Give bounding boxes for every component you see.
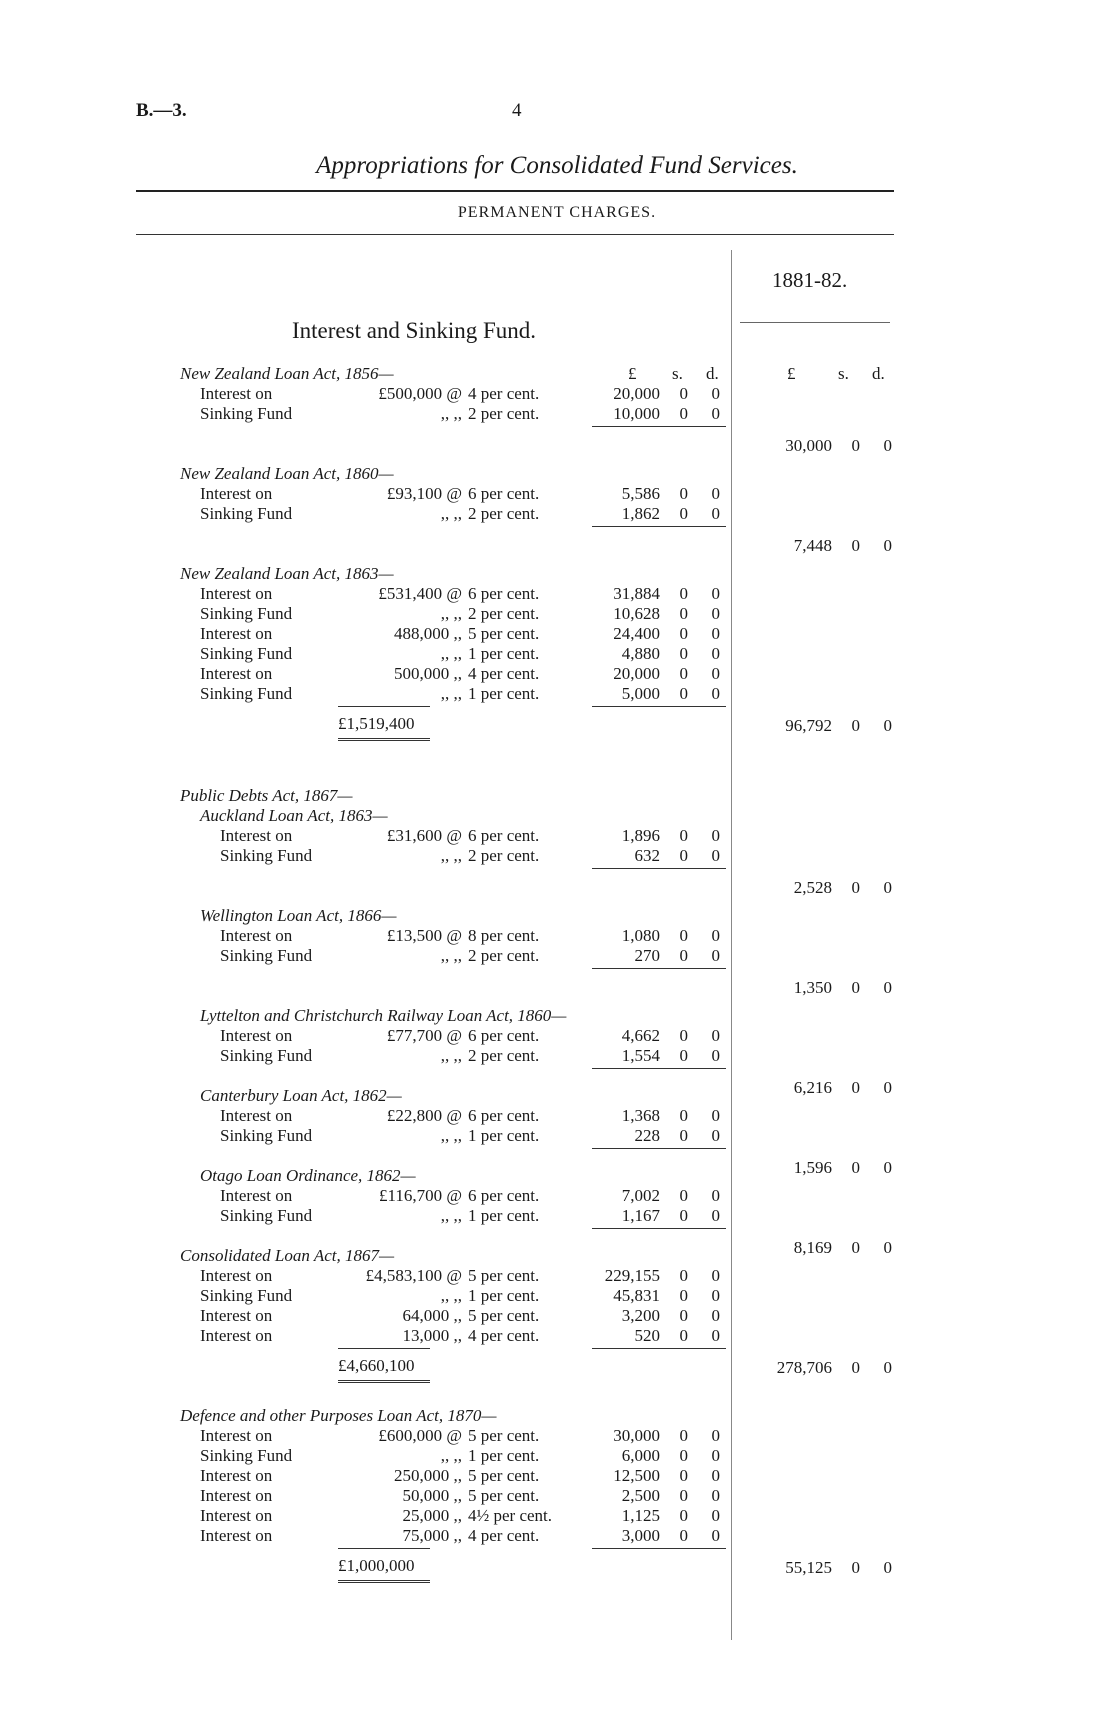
row-pounds: 10,000 [613, 404, 660, 423]
row-pounds: 20,000 [613, 384, 660, 403]
row-rate: 6 per cent. [468, 1026, 540, 1045]
row-rate: 6 per cent. [468, 826, 540, 845]
row-shillings: 0 [679, 584, 688, 603]
row-shillings: 0 [679, 664, 688, 683]
header-total-pounds: £ [787, 364, 796, 383]
row-label: Interest on [220, 926, 293, 945]
row-label: Interest on [200, 1306, 273, 1325]
row-label: Interest on [220, 1186, 293, 1205]
row-pence: 0 [711, 1266, 720, 1285]
row-shillings: 0 [679, 624, 688, 643]
row-rate: 1 per cent. [468, 1126, 540, 1145]
row-shillings: 0 [679, 604, 688, 623]
group-total-shillings: 0 [851, 978, 860, 997]
header-pounds: £ [628, 364, 637, 383]
capital-double-rule [338, 1380, 430, 1383]
row-shillings: 0 [679, 1446, 688, 1465]
row-pounds: 1,125 [621, 1506, 660, 1525]
group-total-shillings: 0 [851, 878, 860, 897]
year-rule [740, 322, 890, 323]
row-rate: 2 per cent. [468, 946, 540, 965]
capital-rule [338, 706, 430, 707]
loan-act-title: Otago Loan Ordinance, 1862— [200, 1166, 416, 1185]
group-total-pounds: 6,216 [793, 1078, 832, 1097]
capital-total: £1,000,000 [338, 1556, 415, 1575]
row-label: Sinking Fund [200, 1286, 293, 1305]
row-rate: 1 per cent. [468, 684, 540, 703]
row-pounds: 1,080 [621, 926, 660, 945]
row-pounds: 1,896 [621, 826, 660, 845]
row-amount: £531,400 @ [378, 584, 462, 603]
subtotal-rule [592, 968, 726, 969]
section-title: Interest and Sinking Fund. [292, 318, 537, 343]
row-rate: 4 per cent. [468, 1326, 540, 1345]
row-pounds: 632 [634, 846, 660, 865]
row-label: Interest on [220, 1026, 293, 1045]
loan-act-title: Public Debts Act, 1867— [180, 786, 353, 805]
row-shillings: 0 [679, 946, 688, 965]
row-pence: 0 [711, 826, 720, 845]
row-label: Sinking Fund [220, 946, 313, 965]
row-rate: 1 per cent. [468, 1446, 540, 1465]
row-rate: 4 per cent. [468, 1526, 540, 1545]
subtotal-rule [592, 1148, 726, 1149]
group-total-pence: 0 [883, 1158, 892, 1177]
row-pence: 0 [711, 1126, 720, 1145]
row-amount: 13,000 ,, [402, 1326, 462, 1345]
row-shillings: 0 [679, 1046, 688, 1065]
row-label: Interest on [200, 484, 273, 503]
title-rule [136, 190, 894, 192]
row-label: Sinking Fund [200, 1446, 293, 1465]
row-pence: 0 [711, 1526, 720, 1545]
row-pence: 0 [711, 846, 720, 865]
group-total-pence: 0 [883, 1558, 892, 1577]
row-rate: 2 per cent. [468, 404, 540, 423]
group-total-pounds: 96,792 [785, 716, 832, 735]
row-pounds: 5,586 [621, 484, 660, 503]
capital-double-rule [338, 1580, 430, 1583]
subtitle-rule [136, 234, 894, 235]
row-amount: £22,800 @ [386, 1106, 462, 1125]
row-amount: £77,700 @ [386, 1026, 462, 1045]
row-shillings: 0 [679, 1126, 688, 1145]
row-amount: £600,000 @ [378, 1426, 462, 1445]
page-subtitle: PERMANENT CHARGES. [457, 204, 657, 221]
row-pounds: 3,000 [621, 1526, 660, 1545]
loan-act-title: Wellington Loan Act, 1866— [200, 906, 397, 925]
row-rate: 5 per cent. [468, 624, 540, 643]
group-total-shillings: 0 [851, 716, 860, 735]
subtotal-rule [592, 426, 726, 427]
capital-total: £1,519,400 [338, 714, 415, 733]
row-shillings: 0 [679, 1506, 688, 1525]
row-pounds: 2,500 [621, 1486, 660, 1505]
row-pounds: 1,554 [621, 1046, 660, 1065]
row-rate: 6 per cent. [468, 584, 540, 603]
row-rate: 6 per cent. [468, 1106, 540, 1125]
row-rate: 5 per cent. [468, 1266, 540, 1285]
group-total-pounds: 55,125 [785, 1558, 832, 1577]
row-amount: £500,000 @ [378, 384, 462, 403]
row-rate: 4 per cent. [468, 384, 540, 403]
row-amount: ,, ,, [440, 946, 462, 965]
row-label: Sinking Fund [220, 1206, 313, 1225]
group-total-pounds: 30,000 [785, 436, 832, 455]
header-shillings: s. [672, 364, 683, 383]
group-total-pounds: 2,528 [793, 878, 832, 897]
row-pence: 0 [711, 1286, 720, 1305]
subtotal-rule [592, 1548, 726, 1549]
capital-total: £4,660,100 [338, 1356, 415, 1375]
row-rate: 1 per cent. [468, 644, 540, 663]
loan-act-title: New Zealand Loan Act, 1860— [180, 464, 394, 483]
row-amount: ,, ,, [440, 684, 462, 703]
row-amount: 75,000 ,, [402, 1526, 462, 1545]
row-label: Sinking Fund [200, 404, 293, 423]
row-amount: 25,000 ,, [402, 1506, 462, 1525]
row-amount: ,, ,, [440, 644, 462, 663]
row-pence: 0 [711, 684, 720, 703]
row-pence: 0 [711, 584, 720, 603]
row-shillings: 0 [679, 1326, 688, 1345]
group-total-pence: 0 [883, 978, 892, 997]
document-reference: B.—3. [136, 100, 187, 121]
row-shillings: 0 [679, 1486, 688, 1505]
capital-rule [338, 1548, 430, 1549]
row-label: Sinking Fund [220, 846, 313, 865]
row-pounds: 12,500 [613, 1466, 660, 1485]
row-label: Interest on [200, 1526, 273, 1545]
row-rate: 1 per cent. [468, 1206, 540, 1225]
row-shillings: 0 [679, 384, 688, 403]
group-total-shillings: 0 [851, 1558, 860, 1577]
row-rate: 2 per cent. [468, 846, 540, 865]
group-total-pence: 0 [883, 536, 892, 555]
row-shillings: 0 [679, 1206, 688, 1225]
row-rate: 2 per cent. [468, 1046, 540, 1065]
header-total-pence: d. [872, 364, 885, 383]
row-pence: 0 [711, 1206, 720, 1225]
group-total-pounds: 278,706 [776, 1358, 832, 1377]
row-pence: 0 [711, 1306, 720, 1325]
row-label: Sinking Fund [200, 644, 293, 663]
group-total-pounds: 7,448 [793, 536, 832, 555]
group-total-shillings: 0 [851, 1158, 860, 1177]
group-total-pounds: 1,596 [793, 1158, 832, 1177]
row-label: Interest on [200, 624, 273, 643]
row-rate: 2 per cent. [468, 604, 540, 623]
row-label: Sinking Fund [200, 504, 293, 523]
row-shillings: 0 [679, 404, 688, 423]
row-amount: 500,000 ,, [394, 664, 462, 683]
row-label: Interest on [220, 826, 293, 845]
row-amount: ,, ,, [440, 1286, 462, 1305]
row-rate: 1 per cent. [468, 1286, 540, 1305]
row-pounds: 1,862 [621, 504, 660, 523]
row-label: Sinking Fund [220, 1046, 313, 1065]
row-shillings: 0 [679, 1426, 688, 1445]
row-rate: 6 per cent. [468, 1186, 540, 1205]
row-amount: 64,000 ,, [402, 1306, 462, 1325]
loan-act-title: Lyttelton and Christchurch Railway Loan Act, 1860— [200, 1006, 567, 1025]
capital-rule [338, 1348, 430, 1349]
row-label: Interest on [200, 1426, 273, 1445]
row-pounds: 1,167 [621, 1206, 660, 1225]
row-shillings: 0 [679, 1106, 688, 1125]
row-pence: 0 [711, 664, 720, 683]
row-rate: 4½ per cent. [468, 1506, 553, 1525]
row-pence: 0 [711, 1506, 720, 1525]
row-shillings: 0 [679, 1526, 688, 1545]
row-amount: ,, ,, [440, 604, 462, 623]
row-label: Interest on [200, 1486, 273, 1505]
row-pounds: 45,831 [613, 1286, 660, 1305]
row-rate: 6 per cent. [468, 484, 540, 503]
subtotal-rule [592, 1228, 726, 1229]
row-amount: ,, ,, [440, 1046, 462, 1065]
group-total-pounds: 1,350 [793, 978, 832, 997]
header-pence: d. [706, 364, 719, 383]
group-total-pence: 0 [883, 716, 892, 735]
group-total-shillings: 0 [851, 1078, 860, 1097]
loan-act-title: Defence and other Purposes Loan Act, 1870— [180, 1406, 497, 1425]
row-pence: 0 [711, 484, 720, 503]
row-rate: 5 per cent. [468, 1466, 540, 1485]
row-pounds: 3,200 [621, 1306, 660, 1325]
group-total-shillings: 0 [851, 1238, 860, 1257]
group-total-shillings: 0 [851, 1358, 860, 1377]
group-total-pence: 0 [883, 878, 892, 897]
row-shillings: 0 [679, 926, 688, 945]
row-label: Interest on [200, 664, 273, 683]
row-amount: ,, ,, [440, 1446, 462, 1465]
row-shillings: 0 [679, 826, 688, 845]
subtotal-rule [592, 526, 726, 527]
row-amount: 488,000 ,, [394, 624, 462, 643]
group-total-pence: 0 [883, 1358, 892, 1377]
row-amount: 50,000 ,, [402, 1486, 462, 1505]
row-shillings: 0 [679, 1466, 688, 1485]
page-title: Appropriations for Consolidated Fund Services. [316, 152, 798, 179]
row-label: Sinking Fund [200, 604, 293, 623]
row-pence: 0 [711, 644, 720, 663]
row-pounds: 7,002 [621, 1186, 660, 1205]
row-amount: £116,700 @ [378, 1186, 462, 1205]
row-shillings: 0 [679, 1186, 688, 1205]
row-shillings: 0 [679, 644, 688, 663]
capital-double-rule [338, 738, 430, 741]
row-pence: 0 [711, 946, 720, 965]
row-pence: 0 [711, 1106, 720, 1125]
row-pence: 0 [711, 1466, 720, 1485]
row-pence: 0 [711, 1186, 720, 1205]
row-shillings: 0 [679, 1266, 688, 1285]
row-pounds: 10,628 [613, 604, 660, 623]
row-amount: £4,583,100 @ [365, 1266, 462, 1285]
row-pounds: 4,880 [621, 644, 660, 663]
row-shillings: 0 [679, 1286, 688, 1305]
row-pence: 0 [711, 1486, 720, 1505]
row-pence: 0 [711, 1446, 720, 1465]
row-label: Interest on [200, 1466, 273, 1485]
row-rate: 8 per cent. [468, 926, 540, 945]
subtotal-rule [592, 1068, 726, 1069]
group-total-pounds: 8,169 [793, 1238, 832, 1257]
loan-act-title: New Zealand Loan Act, 1856— [180, 364, 394, 383]
row-pence: 0 [711, 504, 720, 523]
page-number: 4 [512, 100, 522, 121]
row-pounds: 520 [634, 1326, 660, 1345]
row-amount: £13,500 @ [386, 926, 462, 945]
row-shillings: 0 [679, 1306, 688, 1325]
loan-act-title: New Zealand Loan Act, 1863— [180, 564, 394, 583]
row-amount: £93,100 @ [386, 484, 462, 503]
row-rate: 5 per cent. [468, 1426, 540, 1445]
row-pounds: 229,155 [604, 1266, 660, 1285]
row-pounds: 20,000 [613, 664, 660, 683]
row-pounds: 228 [634, 1126, 660, 1145]
row-rate: 4 per cent. [468, 664, 540, 683]
row-shillings: 0 [679, 846, 688, 865]
row-pounds: 4,662 [621, 1026, 660, 1045]
row-pence: 0 [711, 1326, 720, 1345]
row-label: Interest on [200, 384, 273, 403]
row-label: Sinking Fund [200, 684, 293, 703]
row-amount: ,, ,, [440, 1126, 462, 1145]
row-shillings: 0 [679, 484, 688, 503]
row-label: Interest on [200, 1506, 273, 1525]
row-pence: 0 [711, 384, 720, 403]
column-divider [731, 250, 732, 1640]
row-rate: 5 per cent. [468, 1306, 540, 1325]
row-amount: ,, ,, [440, 846, 462, 865]
subtotal-rule [592, 868, 726, 869]
group-total-pence: 0 [883, 436, 892, 455]
row-pence: 0 [711, 1426, 720, 1445]
group-total-pence: 0 [883, 1238, 892, 1257]
row-shillings: 0 [679, 504, 688, 523]
row-pounds: 31,884 [613, 584, 660, 603]
row-pounds: 6,000 [621, 1446, 660, 1465]
group-total-pence: 0 [883, 1078, 892, 1097]
row-label: Interest on [200, 1326, 273, 1345]
row-pounds: 30,000 [613, 1426, 660, 1445]
row-pounds: 1,368 [621, 1106, 660, 1125]
row-rate: 2 per cent. [468, 504, 540, 523]
row-pounds: 270 [634, 946, 660, 965]
group-total-shillings: 0 [851, 436, 860, 455]
row-label: Interest on [220, 1106, 293, 1125]
row-pounds: 5,000 [621, 684, 660, 703]
row-amount: ,, ,, [440, 1206, 462, 1225]
row-shillings: 0 [679, 1026, 688, 1045]
row-pence: 0 [711, 1046, 720, 1065]
row-amount: ,, ,, [440, 404, 462, 423]
row-amount: ,, ,, [440, 504, 462, 523]
row-pence: 0 [711, 624, 720, 643]
row-rate: 5 per cent. [468, 1486, 540, 1505]
row-pence: 0 [711, 604, 720, 623]
row-pence: 0 [711, 1026, 720, 1045]
row-amount: 250,000 ,, [394, 1466, 462, 1485]
row-pence: 0 [711, 926, 720, 945]
header-total-shillings: s. [838, 364, 849, 383]
loan-act-title: Consolidated Loan Act, 1867— [180, 1246, 395, 1265]
row-amount: £31,600 @ [386, 826, 462, 845]
subtotal-rule [592, 706, 726, 707]
row-label: Interest on [200, 1266, 273, 1285]
group-total-shillings: 0 [851, 536, 860, 555]
loan-act-title: Canterbury Loan Act, 1862— [200, 1086, 402, 1105]
subtotal-rule [592, 1348, 726, 1349]
row-pounds: 24,400 [613, 624, 660, 643]
row-pence: 0 [711, 404, 720, 423]
row-label: Interest on [200, 584, 273, 603]
fiscal-year: 1881-82. [772, 268, 848, 292]
row-label: Sinking Fund [220, 1126, 313, 1145]
row-shillings: 0 [679, 684, 688, 703]
loan-act-subtitle: Auckland Loan Act, 1863— [200, 806, 388, 825]
